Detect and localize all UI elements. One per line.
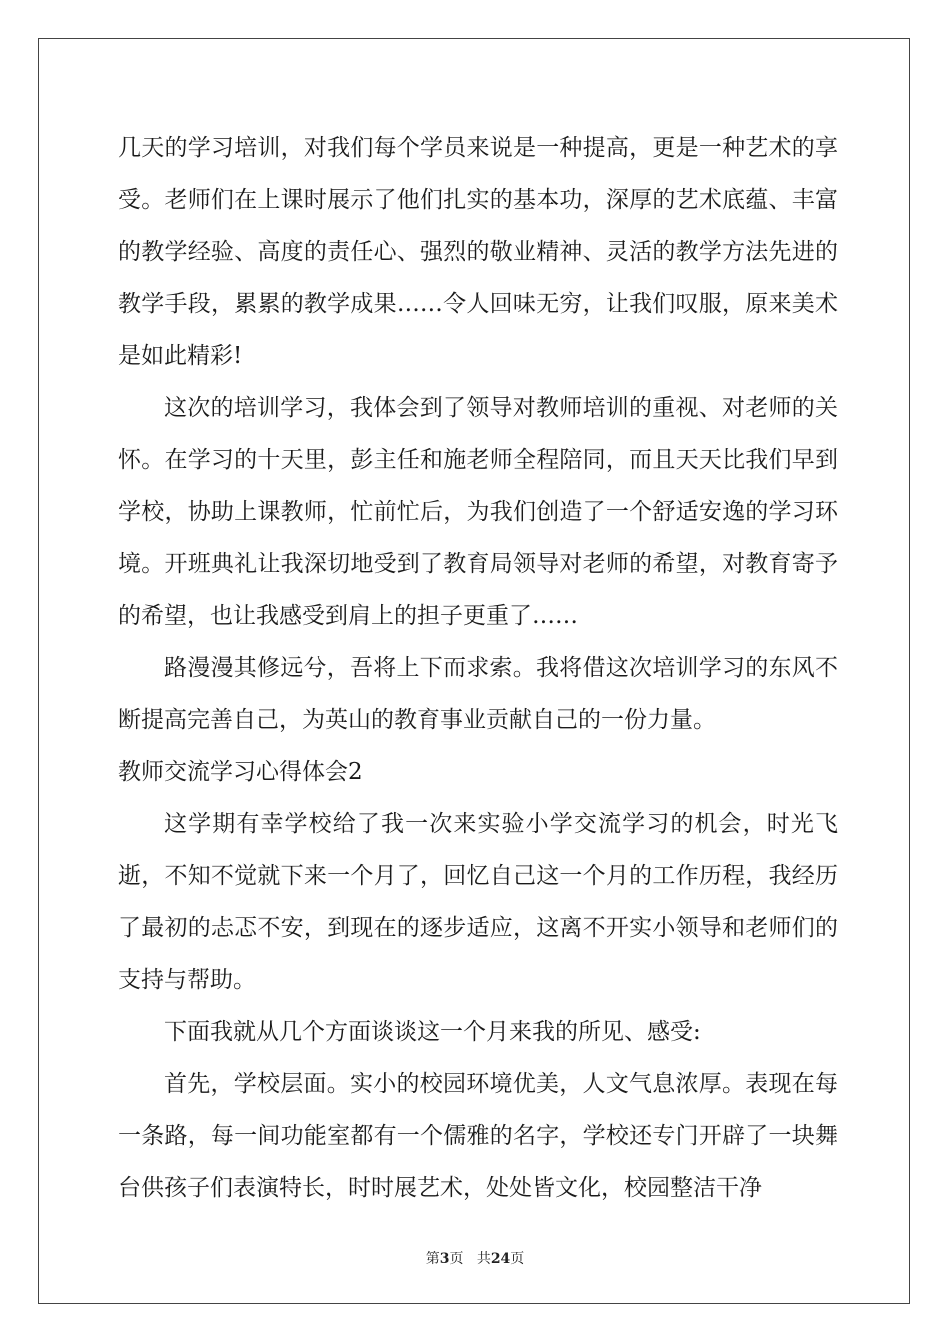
document-body — [118, 122, 838, 1214]
current-page-number: 3 — [439, 1251, 450, 1267]
paragraph-6: 首先，学校层面。实小的校园环境优美，人文气息浓厚。表现在每一条路，每一间功能室都有一个儒雅的名字，学校还专门开辟了一块舞台供孩子们表演特长，时时展艺术，处处皆文化，校园整洁干净 — [118, 1071, 838, 1201]
section-heading: 教师交流学习心得体会2 — [118, 759, 363, 785]
footer-prefix: 第 — [425, 1251, 440, 1267]
paragraph-4: 这学期有幸学校给了我一次来实验小学交流学习的机会，时光飞逝，不知不觉就下来一个月了，回忆自己这一个月的工作历程，我经历了最初的忐忑不安，到现在的逐步适应，这离不开实小领导和老师们的支持与帮助。 — [118, 811, 838, 993]
paragraph-3: 路漫漫其修远兮，吾将上下而求索。我将借这次培训学习的东风不断提高完善自己，为英山的教育事业贡献自己的一份力量。 — [118, 655, 838, 733]
paragraph-1: 几天的学习培训，对我们每个学员来说是一种提高，更是一种艺术的享受。老师们在上课时展示了他们扎实的基本功，深厚的艺术底蕴、丰富的教学经验、高度的责任心、强烈的敬业精神、灵活的教学方法先进的教学手段，累累的教学成果……令人回味无穷，让我们叹服，原来美术是如此精彩! — [118, 135, 838, 369]
paragraph-2: 这次的培训学习，我体会到了领导对教师培训的重视、对老师的关怀。在学习的十天里，彭主任和施老师全程陪同，而且天天比我们早到学校，协助上课教师，忙前忙后，为我们创造了一个舒适安逸的学习环境。开班典礼让我深切地受到了教育局领导对老师的希望，对教育寄予的希望，也让我感受到肩上的担子更重了…… — [118, 395, 838, 629]
paragraph-5: 下面我就从几个方面谈谈这一个月来我的所见、感受: — [164, 1019, 701, 1045]
footer-total-suffix: 页 — [510, 1251, 525, 1267]
footer-total-prefix: 共 — [476, 1251, 491, 1267]
total-pages-number: 24 — [490, 1251, 511, 1267]
footer-page-suffix: 页 — [449, 1251, 464, 1267]
page-footer — [0, 1248, 950, 1268]
